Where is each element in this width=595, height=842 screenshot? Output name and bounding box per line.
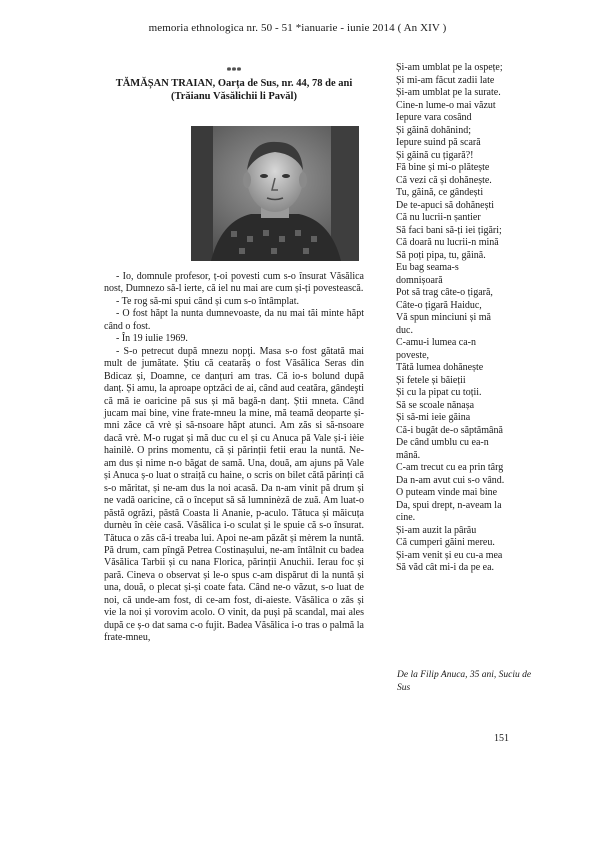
- article-column: [104, 66, 364, 645]
- poem-line: Și mi-am făcut zadii late: [396, 74, 495, 86]
- article-body: [104, 271, 364, 645]
- poem-line: Să faci bani să-ți iei țigări;: [396, 224, 502, 236]
- poem-line: duc.: [396, 324, 413, 336]
- poem-line: Că doară nu lucrii-n mină: [396, 237, 499, 248]
- poem-line: poveste,: [396, 349, 430, 361]
- poem-line: Fă bine și mi-o plătește: [396, 162, 490, 173]
- paragraph: - Te rog să-mi spui când și cum s-o întâmplat.: [116, 295, 299, 307]
- poem-line: Iepure vara cosând: [396, 112, 472, 123]
- poem-line: Câte-o țigară Haiduc,: [396, 299, 482, 311]
- poem-line: Să poți pipa, tu, găină.: [396, 249, 486, 261]
- poem-line: Și-am umblat pe la surate.: [396, 87, 501, 98]
- poem-line: Da n-am avut cui s-o vând.: [396, 474, 505, 486]
- poem-line: Să văd cât mi-i da pe ea.: [396, 562, 495, 573]
- poem-line: mână.: [396, 449, 421, 461]
- poem-line: Și găină dohănind;: [396, 124, 471, 136]
- running-header: memoria ethnologica nr. 50 - 51 *ianuarie - iunie 2014 ( An XIV ): [148, 22, 447, 34]
- poem-line: Pot să trag câte-o țigară,: [396, 287, 493, 298]
- poem-line: Că cumperi găini mereu.: [396, 537, 495, 548]
- section-separator: ***: [226, 66, 242, 77]
- poem-line: De te-apuci să dohănești: [396, 199, 495, 211]
- poem-line: Da, spui drept, n-aveam la: [396, 499, 502, 511]
- portrait-photo-icon: [191, 126, 359, 261]
- poem-line: De când umblu cu ea-n: [396, 437, 489, 448]
- poem-line: Că vezi că și dohănește.: [396, 174, 492, 186]
- paragraph: - S-o petrecut după mnezu nopţi. Masa s-o fost gătată mai mult de jumătate. Știu că ceatarăș o fost Văsălica Seras din Bdicaz și, Doamne, ce danțuri am tras. Că io-s bolund după danț. Și amu, la aproape optzăci de ai, când aud ceatăra, gândeşti că mă ie oaricine pă sus și mă bagă-n danț. Știi mneta. Când jucam mai bine, vine frate-mneu la mine, mă teamă deoparte și-mni zăce că vrè și să-nsoare hăpt atunci. Am zăs si să-nsoare dacă vrè. M-o rugat și mă duc cu el și cu Anuca pă Vale și-i ièie hainilè. O prins momentu, că și părinții fetii erau la nuntă. Ne-am dus și nime n-o băgat de samă. Una, două, am ajuns pă Vale și Anuca ș-o luat o straiță cu haine, o scris on bilet cătă părinți că s-o măritat, și ne-am dus la noi acasă. Da n-am vinit pă drum și ne vadă oaricine, că o început să să lumninèză de zuă. Am luat-o păstă ogrăzi, păstă Coasta li Ananie, p-aculo. Tătuca și măicuța durnèu în cèie casă. Văsălica i-o sculat și le spuie că s-o însurat. Tătuca o zăs că-i treaba lui. Apoi ne-am păzăt și mèrem la nuntă. Pă drum, cam pîngă Petrea Costinașului, ne-am întâlnit cu badea Văsălica Tarbii și cu nana Florica, părinții Anuchii. Ierau foc și pară. Cineva o observat și le-o spus c-am dispărut di la nuntă și una, două, o plecat și-și coate fata. Când ne-o văzut, s-o luat de noi, că unde-am fost, di ce-am fost, di-aieste. Văsălica o zăs și vie la noi și vorovim acolo. O vinit, da puși pă scandal, mai ales după ce ș-o dat sama c-o fujit. Badea Văsălica i-o tras o palmă la frate-mneu,: [104, 345, 364, 644]
- poem-line: Să se scoale nănașa: [396, 399, 475, 411]
- portrait-photo: [191, 126, 359, 261]
- poem-line: O puteam vinde mai bine: [396, 487, 498, 498]
- poem-line: Iepure suind pă scară: [396, 137, 481, 148]
- poem-line: Că nu lucrii-n șantier: [396, 212, 481, 223]
- poem-line: Eu bag seama-s: [396, 262, 459, 273]
- poem-line: domnișoară: [396, 274, 443, 286]
- poem-attribution: De la Filip Anuca, 35 ani, Suciu de Sus: [397, 670, 532, 693]
- poem-line: Și să-mi ieie găina: [396, 412, 471, 423]
- poem-line: Și fetele și băieții: [396, 374, 466, 386]
- poem-line: Vă spun minciuni și mă: [396, 312, 491, 323]
- poem-line: Și-am venit și eu cu-a mea: [396, 549, 503, 561]
- poem-line: Și găină cu țigară?!: [396, 149, 474, 161]
- poem-line: cine.: [396, 512, 416, 523]
- poem-line: Cine-n lume-o mai văzut: [396, 99, 496, 111]
- poem-line: Tătă lumea dohănește: [396, 362, 484, 373]
- poem-line: Și-am umblat pe la ospețe;: [396, 62, 503, 73]
- paragraph: - O fost hăpt la nunta dumnevoaste, da nu mai tăi minte hăpt când o fost.: [104, 308, 364, 332]
- paragraph: - În 19 iulie 1969.: [116, 333, 188, 345]
- poem-line: C-am trecut cu ea prin târg: [396, 462, 504, 473]
- poem-line: Și-am auzit la pârău: [396, 524, 477, 536]
- article-subtitle: (Trăianu Văsălichii li Pavăl): [171, 91, 297, 102]
- poem-line: Că-i bugăt de-o săptămână: [396, 424, 503, 436]
- article-title: TĂMĂȘAN TRAIAN, Oarța de Sus, nr. 44, 78 de ani: [115, 78, 353, 89]
- paragraph: - Io, domnule profesor, ț-oi povesti cum s-o însurat Văsălica nost, Dumnezo să-l ierte, că iel nu mai are cum și-ți povestească.: [104, 271, 364, 295]
- poem-line: Tu, găină, ce gândești: [396, 187, 484, 198]
- page-number: 151: [494, 733, 509, 744]
- poem-line: C-amu-i lumea ca-n: [396, 337, 476, 348]
- poem-column: [396, 62, 536, 575]
- poem-line: Și cu la pipat cu toții.: [396, 387, 482, 398]
